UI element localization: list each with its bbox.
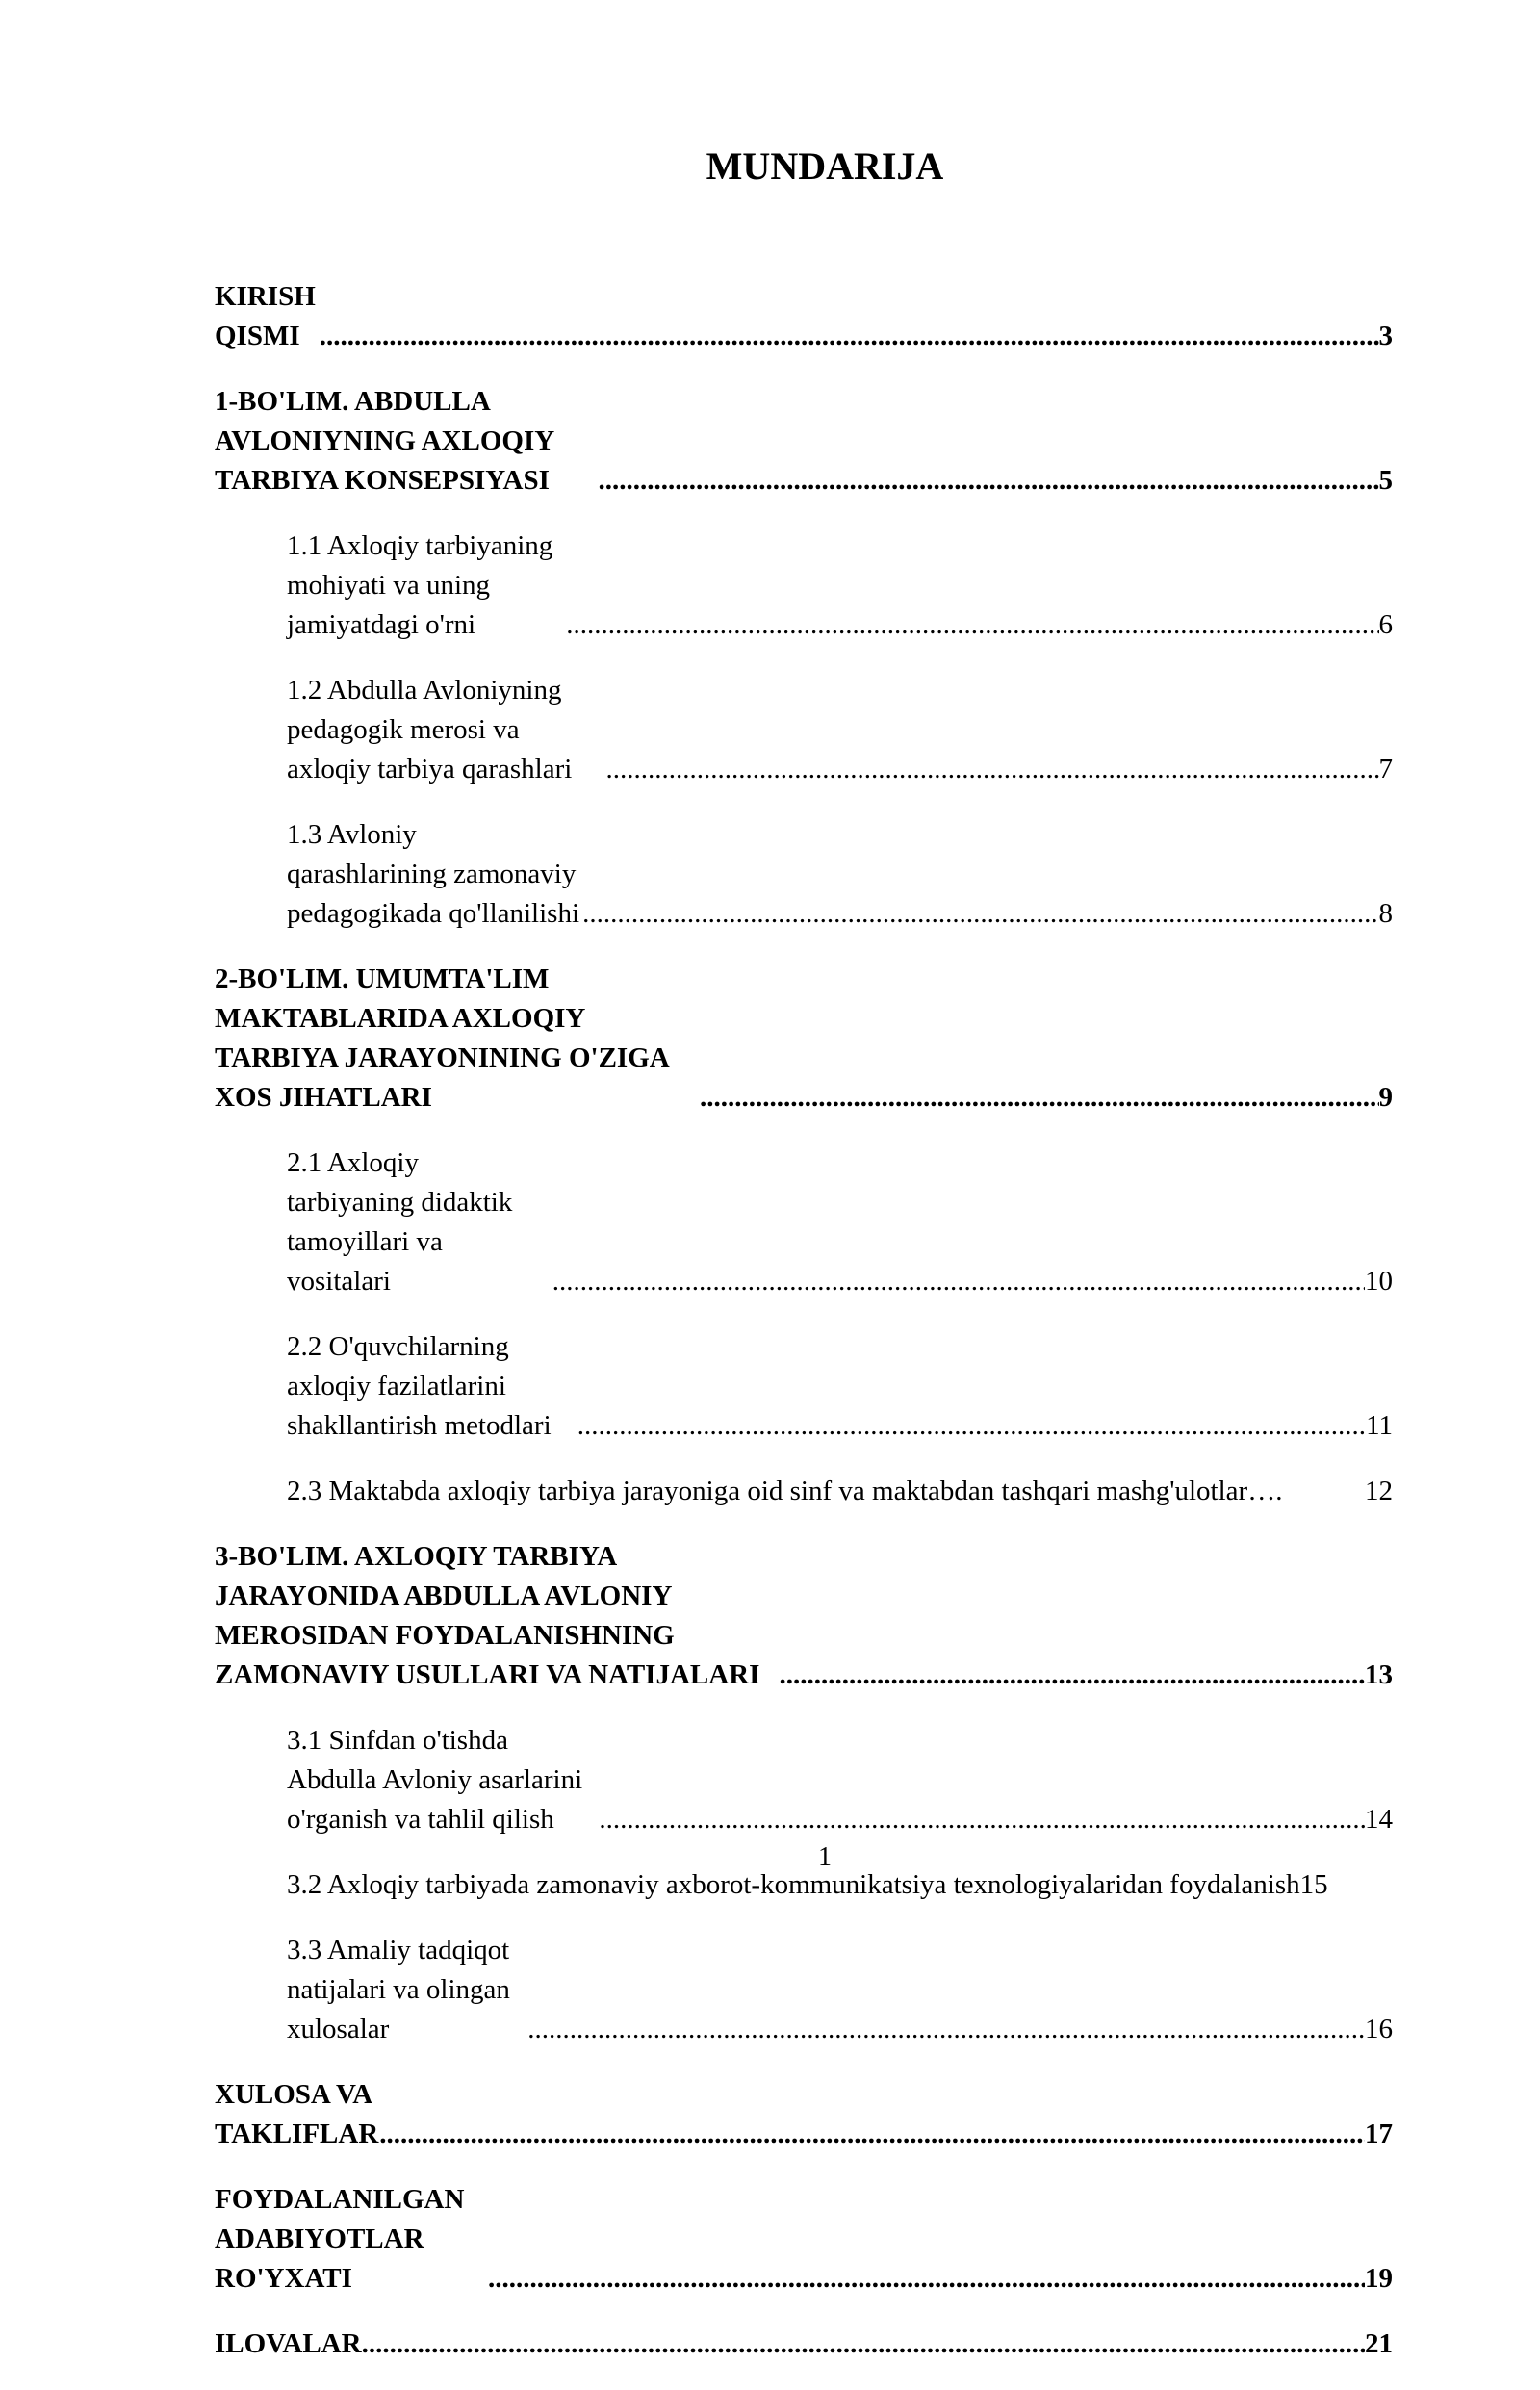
toc-page-number: 8 bbox=[1378, 898, 1393, 929]
toc-entry-section-1-3[interactable] bbox=[215, 815, 1393, 934]
toc-leader-dots bbox=[599, 461, 1379, 501]
toc-entry-section-1-1[interactable] bbox=[215, 527, 1393, 645]
toc-entry-text: 2-BO'LIM. UMUMTA'LIM MAKTABLARIDA AXLOQIY TARBIYA JARAYONINING O'ZIGA XOS JIHATLARI bbox=[215, 964, 669, 1113]
toc-entry-text: XULOSA VA TAKLIFLAR bbox=[215, 2079, 379, 2149]
toc-entry-section-2-3[interactable] bbox=[215, 1472, 1393, 1511]
toc-entry-xulosa[interactable] bbox=[215, 2075, 1393, 2154]
toc-page-number: 10 bbox=[1365, 1266, 1393, 1297]
toc-page-number: 9 bbox=[1378, 1082, 1393, 1113]
toc-entry-ilovalar[interactable] bbox=[215, 2325, 1393, 2364]
toc-leader-dots bbox=[527, 2010, 1365, 2049]
toc-leader-dots bbox=[780, 1656, 1365, 1695]
toc-entry-chapter-3[interactable] bbox=[215, 1537, 1393, 1695]
toc-entry-chapter-2[interactable] bbox=[215, 960, 1393, 1118]
toc-entry-text: 3.1 Sinfdan o'tishda Abdulla Avloniy asarlarini o'rganish va tahlil qilish bbox=[287, 1725, 583, 1835]
toc-entry-text: 2.1 Axloqiy tarbiyaning didaktik tamoyillari va vositalari bbox=[287, 1147, 513, 1297]
toc-entry-section-2-1[interactable] bbox=[215, 1144, 1393, 1301]
toc-entry-text: 2.2 O'quvchilarning axloqiy fazilatlarini shakllantirish metodlari bbox=[287, 1331, 552, 1441]
toc-entry-text: 1.3 Avloniy qarashlarining zamonaviy pedagogikada qo'llanilishi bbox=[287, 819, 580, 929]
toc-entry-adabiyotlar[interactable] bbox=[215, 2180, 1393, 2299]
toc-entry-text: 1-BO'LIM. ABDULLA AVLONIYNING AXLOQIY TARBIYA KONSEPSIYASI bbox=[215, 386, 554, 496]
toc-page-number: 14 bbox=[1365, 1804, 1393, 1835]
toc-leader-dots bbox=[700, 1078, 1379, 1118]
toc-leader-dots bbox=[379, 2115, 1365, 2154]
toc-leader-dots bbox=[582, 894, 1378, 934]
toc-page-number: 3 bbox=[1378, 321, 1393, 351]
toc-page-number: 11 bbox=[1366, 1410, 1393, 1441]
toc-leader-dots bbox=[566, 605, 1378, 645]
toc-entry-text: 2.3 Maktabda axloqiy tarbiya jarayoniga oid sinf va maktabdan tashqari mashg'ulotlar bbox=[287, 1476, 1248, 1506]
toc-page-number: 7 bbox=[1378, 754, 1393, 784]
toc-page-number: 6 bbox=[1378, 609, 1393, 640]
toc-page-number: 19 bbox=[1365, 2263, 1393, 2294]
toc-leader-dots bbox=[320, 317, 1379, 356]
toc-leader-dots bbox=[488, 2259, 1365, 2299]
table-of-contents bbox=[215, 277, 1393, 2390]
toc-page-number: 13 bbox=[1365, 1659, 1393, 1690]
toc-leader-dots bbox=[1247, 1472, 1365, 1511]
toc-entry-kirish[interactable] bbox=[215, 277, 1393, 356]
toc-page-number: 12 bbox=[1365, 1476, 1393, 1506]
toc-leader-dots bbox=[362, 2325, 1365, 2364]
toc-entry-text: FOYDALANILGAN ADABIYOTLAR RO'YXATI bbox=[215, 2184, 465, 2294]
toc-page-number: 16 bbox=[1365, 2014, 1393, 2044]
toc-entry-text: 3.3 Amaliy tadqiqot natijalari va olingan xulosalar bbox=[287, 1935, 510, 2044]
toc-leader-dots bbox=[578, 1406, 1366, 1446]
toc-page-number: 15 bbox=[1299, 1869, 1328, 1900]
toc-leader-dots bbox=[552, 1262, 1365, 1301]
toc-entry-text: 3-BO'LIM. AXLOQIY TARBIYA JARAYONIDA ABDULLA AVLONIY MEROSIDAN FOYDALANISHNING ZAMONAVIY USULLARI VA NATIJALARI bbox=[215, 1541, 760, 1690]
page-number: 1 bbox=[818, 1842, 832, 1872]
toc-page-number: 21 bbox=[1365, 2328, 1393, 2359]
toc-page-number: 17 bbox=[1365, 2119, 1393, 2149]
toc-entry-text: KIRISH QISMI bbox=[215, 281, 316, 351]
toc-entry-section-3-3[interactable] bbox=[215, 1931, 1393, 2049]
toc-entry-section-2-2[interactable] bbox=[215, 1327, 1393, 1446]
toc-entry-text: 1.1 Axloqiy tarbiyaning mohiyati va uning jamiyatdagi o'rni bbox=[287, 530, 553, 640]
toc-entry-chapter-1[interactable] bbox=[215, 382, 1393, 501]
toc-entry-section-1-2[interactable] bbox=[215, 671, 1393, 789]
toc-leader-dots bbox=[605, 750, 1378, 789]
page-title: MUNDARIJA bbox=[706, 144, 944, 188]
toc-entry-text: ILOVALAR bbox=[215, 2328, 362, 2359]
toc-leader-dots bbox=[599, 1800, 1365, 1839]
toc-entry-section-3-1[interactable] bbox=[215, 1721, 1393, 1839]
toc-entry-text: 3.2 Axloqiy tarbiyada zamonaviy axborot-kommunikatsiya texnologiyalaridan foydalanish bbox=[287, 1869, 1300, 1900]
toc-entry-text: 1.2 Abdulla Avloniyning pedagogik merosi va axloqiy tarbiya qarashlari bbox=[287, 675, 573, 784]
toc-page-number: 5 bbox=[1378, 465, 1393, 496]
